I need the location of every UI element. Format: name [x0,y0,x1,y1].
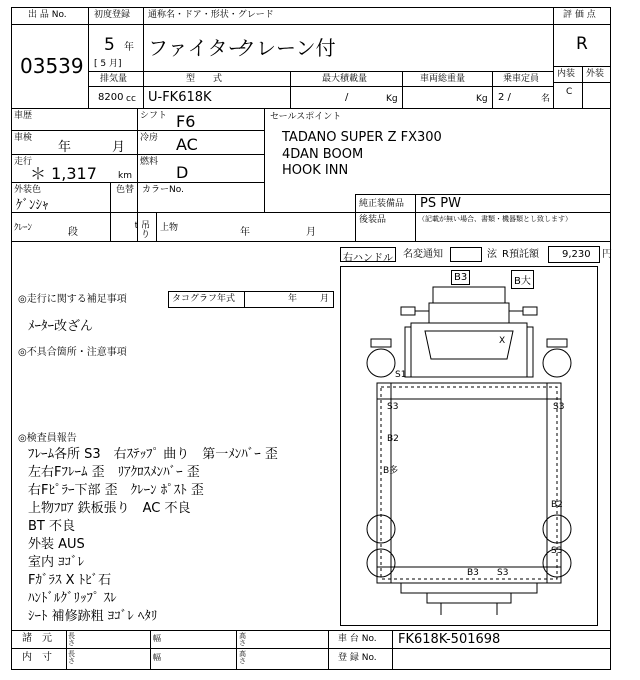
crane-label: ｸﾚｰﾝ [14,223,33,233]
capacity-label: 乗車定員 [503,74,540,84]
tachograph-month-unit: 月 [320,294,330,304]
dims-label: 内 寸 [22,652,52,663]
interior-score: C [566,87,573,97]
inspector-line: ﾊﾝﾄﾞﾙｸﾞﾘｯﾌﾟ ｽﾚ [28,591,117,606]
damage-mark: S3 [497,568,509,578]
sales-point-line-2: 4DAN BOOM [282,147,364,162]
inspector-line: 右Fﾋﾟﾗｰ下部 歪 ｸﾚｰﾝ ﾎﾟｽﾄ 歪 [28,483,204,498]
damage-diagram [340,266,598,626]
r-deposit-amount: 9,230 [562,249,591,260]
inspector-line: ﾌﾚｰﾑ各所 S3 右ｽﾃｯﾌﾟ 曲り 第一ﾒﾝﾊﾞｰ 歪 [28,447,278,462]
damage-mark: B3 [467,568,479,578]
genuine-label: 純正装備品 [359,199,405,209]
inspection-month-unit: 月 [112,140,126,155]
footer-table [11,630,611,670]
length-label: 長さ [68,650,75,665]
chassis-no: FK618K-501698 [398,632,501,647]
inspector-line: 外装 AUS [28,537,85,552]
damage-mark: S3 [553,402,565,412]
length-label: 長さ [68,632,75,647]
mileage-supplement-label: ◎走行に関する補足事項 [18,294,127,305]
inspection-year-unit: 年 [58,140,72,155]
inspector-line: 左右Fﾌﾚｰﾑ 歪 ﾘｱｸﾛｽﾒﾝﾊﾞｰ 歪 [28,465,200,480]
damage-mark: B2 [387,434,399,444]
inspector-line: ｼｰﾄ 補修跡粗 ﾖｺﾞﾚ ﾍﾀﾘ [28,609,158,624]
crane-stage-unit: 段 [68,227,78,238]
mileage-value: ＊ 1,317 [30,164,97,183]
genuine-value: PS PW [420,196,461,211]
capacity-unit: 名 [541,94,551,104]
model-header: 通称名・ドア・形状・グレード [148,10,274,20]
damage-mark: S3 [551,546,563,556]
body-year-unit: 年 [240,227,250,238]
ext-color-label: 外装色 [14,185,42,195]
damage-mark: B2 [551,500,563,510]
model-name: ファイター [148,36,248,60]
chassis-label: 車 台 No. [338,634,377,644]
mileage-notice-label: 名変通知 [403,249,443,260]
model-code-label: 型 式 [186,74,223,84]
shift-value: F6 [176,112,196,131]
model-code: U-FK618K [148,90,212,105]
damage-mark: B大 [511,270,534,289]
shift-label: シフト [140,111,168,121]
ext-color-value: ｹﾞﾝｼｬ [16,198,49,213]
inspector-line: BT 不良 [28,519,75,534]
defects-label: ◎不具合箇所・注意事項 [18,347,127,358]
history-label: 車歴 [14,111,33,121]
lot-no: 03539 [20,54,84,78]
aftermarket-note: （記載が無い場合、書類・機器類とし致します） [418,215,572,223]
ac-label: 冷房 [140,133,159,143]
damage-mark: B多 [383,466,399,476]
interior-label: 内装 [557,69,576,79]
sales-point-label: セールスポイント [270,112,342,122]
aftermarket-label: 後装品 [359,215,387,225]
height-label: 高さ [239,632,246,647]
sales-point-line-1: TADANO SUPER Z FX300 [282,130,442,145]
score-value: R [576,34,588,54]
tachograph-year-unit: 年 [288,294,298,304]
reg-label: 登 録 No. [338,653,377,663]
tachograph-label: タコグラフ年式 [172,294,236,304]
displacement-unit: cc [126,94,136,104]
rhd-badge: 右ハンドル [340,247,396,262]
mileage-label: 走行 [14,157,33,167]
displacement-value: 8200 [98,92,124,103]
first-reg-month: [ 5 月] [94,59,122,69]
displacement-label: 排気量 [100,74,128,84]
r-deposit-label: R預託額 [502,249,539,260]
damage-mark: S3 [387,402,399,412]
inspector-line: 上物ﾌﾛｱ 鉄板張り AC 不良 [28,501,191,516]
damage-mark: B3 [451,270,470,285]
fuel-label: 燃料 [140,157,159,167]
capacity-value: 2 / [498,92,511,103]
bar-symbol: 泫 [487,249,497,260]
score-label: 評 価 点 [563,10,596,20]
mileage-notice-box [450,247,482,262]
gross-weight-unit: Kg [476,94,488,104]
gross-weight-label: 車両総重量 [420,74,466,84]
lot-no-label: 出 品 No. [28,10,67,20]
max-load-value: / [345,92,349,103]
inspection-label: 車検 [14,133,33,143]
model-grade: クレーン付 [236,36,336,60]
sales-point-line-3: HOOK INN [282,163,349,178]
specs-label: 諸 元 [22,633,52,644]
ac-value: AC [176,135,198,154]
max-load-unit: Kg [386,94,398,104]
crane-lift-unit: t 吊り [134,221,150,240]
body-month-unit: 月 [306,227,316,238]
exterior-label: 外装 [586,69,605,79]
r-deposit-unit: 円 [602,249,612,260]
mileage-note: ﾒｰﾀｰ改ざん [28,319,94,334]
inspector-line: Fｶﾞﾗｽ X ﾄﾋﾞ石 [28,573,112,588]
inspector-line: 室内 ﾖｺﾞﾚ [28,555,85,570]
body-label: 上物 [160,223,179,233]
first-reg-label: 初度登録 [94,10,131,20]
damage-mark: X [499,336,506,346]
height-label: 高さ [239,650,246,665]
damage-mark: S1 [395,370,407,380]
width-label: 幅 [153,634,161,643]
width-label: 幅 [153,653,161,662]
inspector-label: ◎検査員報告 [18,433,77,444]
color-no-label: カラーNo. [142,185,184,195]
first-reg-year: 5 [104,35,115,55]
max-load-label: 最大積載量 [322,74,368,84]
first-reg-year-unit: 年 [124,42,134,53]
color-change-label: 色替 [116,185,135,195]
mileage-unit: km [118,171,132,181]
fuel-value: D [176,163,189,182]
